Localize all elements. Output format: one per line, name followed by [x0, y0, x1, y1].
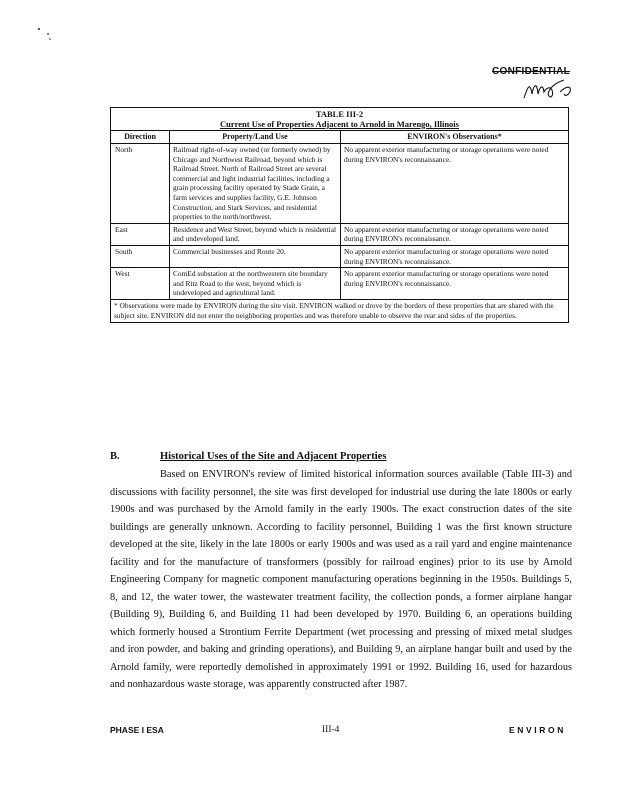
- cell-observation: No apparent exterior manufacturing or storage operations were noted during ENVIRON's reconnaissance.: [344, 246, 549, 266]
- adjacent-properties-table: [110, 107, 569, 323]
- section-body-paragraph: Based on ENVIRON's review of limited historical information sources available (Table III-3) and discussions with facility personnel, the site was first developed for industrial use during the late 1800s or early 1900s and was purchased by the Arnold family in the early 1900s. The exact construction dates of the site buildings are generally unknown. According to facility personnel, Building 1 was the first known structure developed at the site, likely in the late 1800s or early 1900s and was used as a rail yard and engine maintenance facility and for the manufacture of transformers (possibly for railroad engines) prior to its use by Arnold Engineering Company for magnetic component manufacturing operations beginning in the 1950s. Buildings 5, 8, and 12, the water tower, the wastewater treatment facility, the collection ponds, a former airplane hangar (Building 9), Building 6, and Building 11 had been developed by 1970. Building 6, an operations building which formerly housed a Strontium Ferrite Department (wet processing and pressing of mixed metal sludges and iron powder, and baking and grinding operations), and Building 9, an airplane hangar built and used by the Arnold family, were reportedly demolished in approximately 1991 or 1992. Building 16, used for hazardous and nonhazardous waste storage, was apparently constructed after 1987.: [110, 469, 572, 690]
- cell-direction: North: [111, 144, 170, 223]
- cell-direction: West: [111, 268, 170, 299]
- cell-land-use: Railroad right-of-way owned (or formerly owned) by Chicago and Northwest Railroad, beyond which is Railroad Street. North of Railroad Street are several commercial and light industrial facilities, including a grain processing facility operated by Stade Grain, a farm services and supplies facility, G.E. Johnson Construction, and Stark Services, and residential properties to the north/northwest.: [170, 144, 341, 223]
- cell-observation: No apparent exterior manufacturing or storage operations were noted during ENVIRON's reconnaissance.: [344, 269, 549, 288]
- table-row: [111, 268, 568, 299]
- scan-specks: [36, 26, 56, 51]
- header-direction: Direction: [111, 131, 170, 143]
- section-heading: Historical Uses of the Site and Adjacent Properties: [160, 451, 387, 462]
- table-grid: [111, 130, 568, 299]
- table-row: [111, 224, 568, 246]
- table-row: [111, 144, 568, 224]
- stamp-text: CONFIDENTIAL: [492, 66, 571, 77]
- cell-land-use: Residence and West Street, beyond which is residential and undeveloped land.: [170, 224, 341, 245]
- cell-direction: South: [111, 246, 170, 267]
- table-row: [111, 246, 568, 268]
- section-letter: B.: [110, 451, 120, 462]
- footer-page-number: III-4: [322, 725, 340, 735]
- footer-document-label: PHASE I ESA: [110, 725, 164, 735]
- cell-observation: No apparent exterior manufacturing or storage operations were noted during ENVIRON's reconnaissance.: [344, 145, 549, 164]
- table-subtitle: Current Use of Properties Adjacent to Arnold in Marengo, Illinois: [220, 119, 459, 129]
- header-observations: ENVIRON's Observations*: [407, 132, 502, 141]
- cell-direction: East: [111, 224, 170, 245]
- table-title: TABLE III-2: [315, 109, 364, 119]
- cell-observation: No apparent exterior manufacturing or storage operations were noted during ENVIRON's reconnaissance.: [344, 224, 549, 244]
- confidential-stamp: [492, 62, 587, 104]
- cell-land-use: Commercial businesses and Route 20.: [170, 246, 341, 267]
- initials-signature-icon: [520, 72, 580, 104]
- cell-land-use: ComEd substation at the northwestern site boundary and Ritz Road to the west, beyond which is undeveloped and agricultural land.: [170, 268, 341, 299]
- header-land-use: Property/Land Use: [170, 131, 341, 143]
- footer-company: ENVIRON: [509, 725, 566, 735]
- table-footnote: * Observations were made by ENVIRON during the site visit. ENVIRON walked or drove by the borders of these properties that are shared with the subject site. ENVIRON did not enter the neighboring properties and was therefore unable to observe the rear and sides of the properties.: [111, 299, 568, 322]
- table-header-row: [111, 131, 568, 144]
